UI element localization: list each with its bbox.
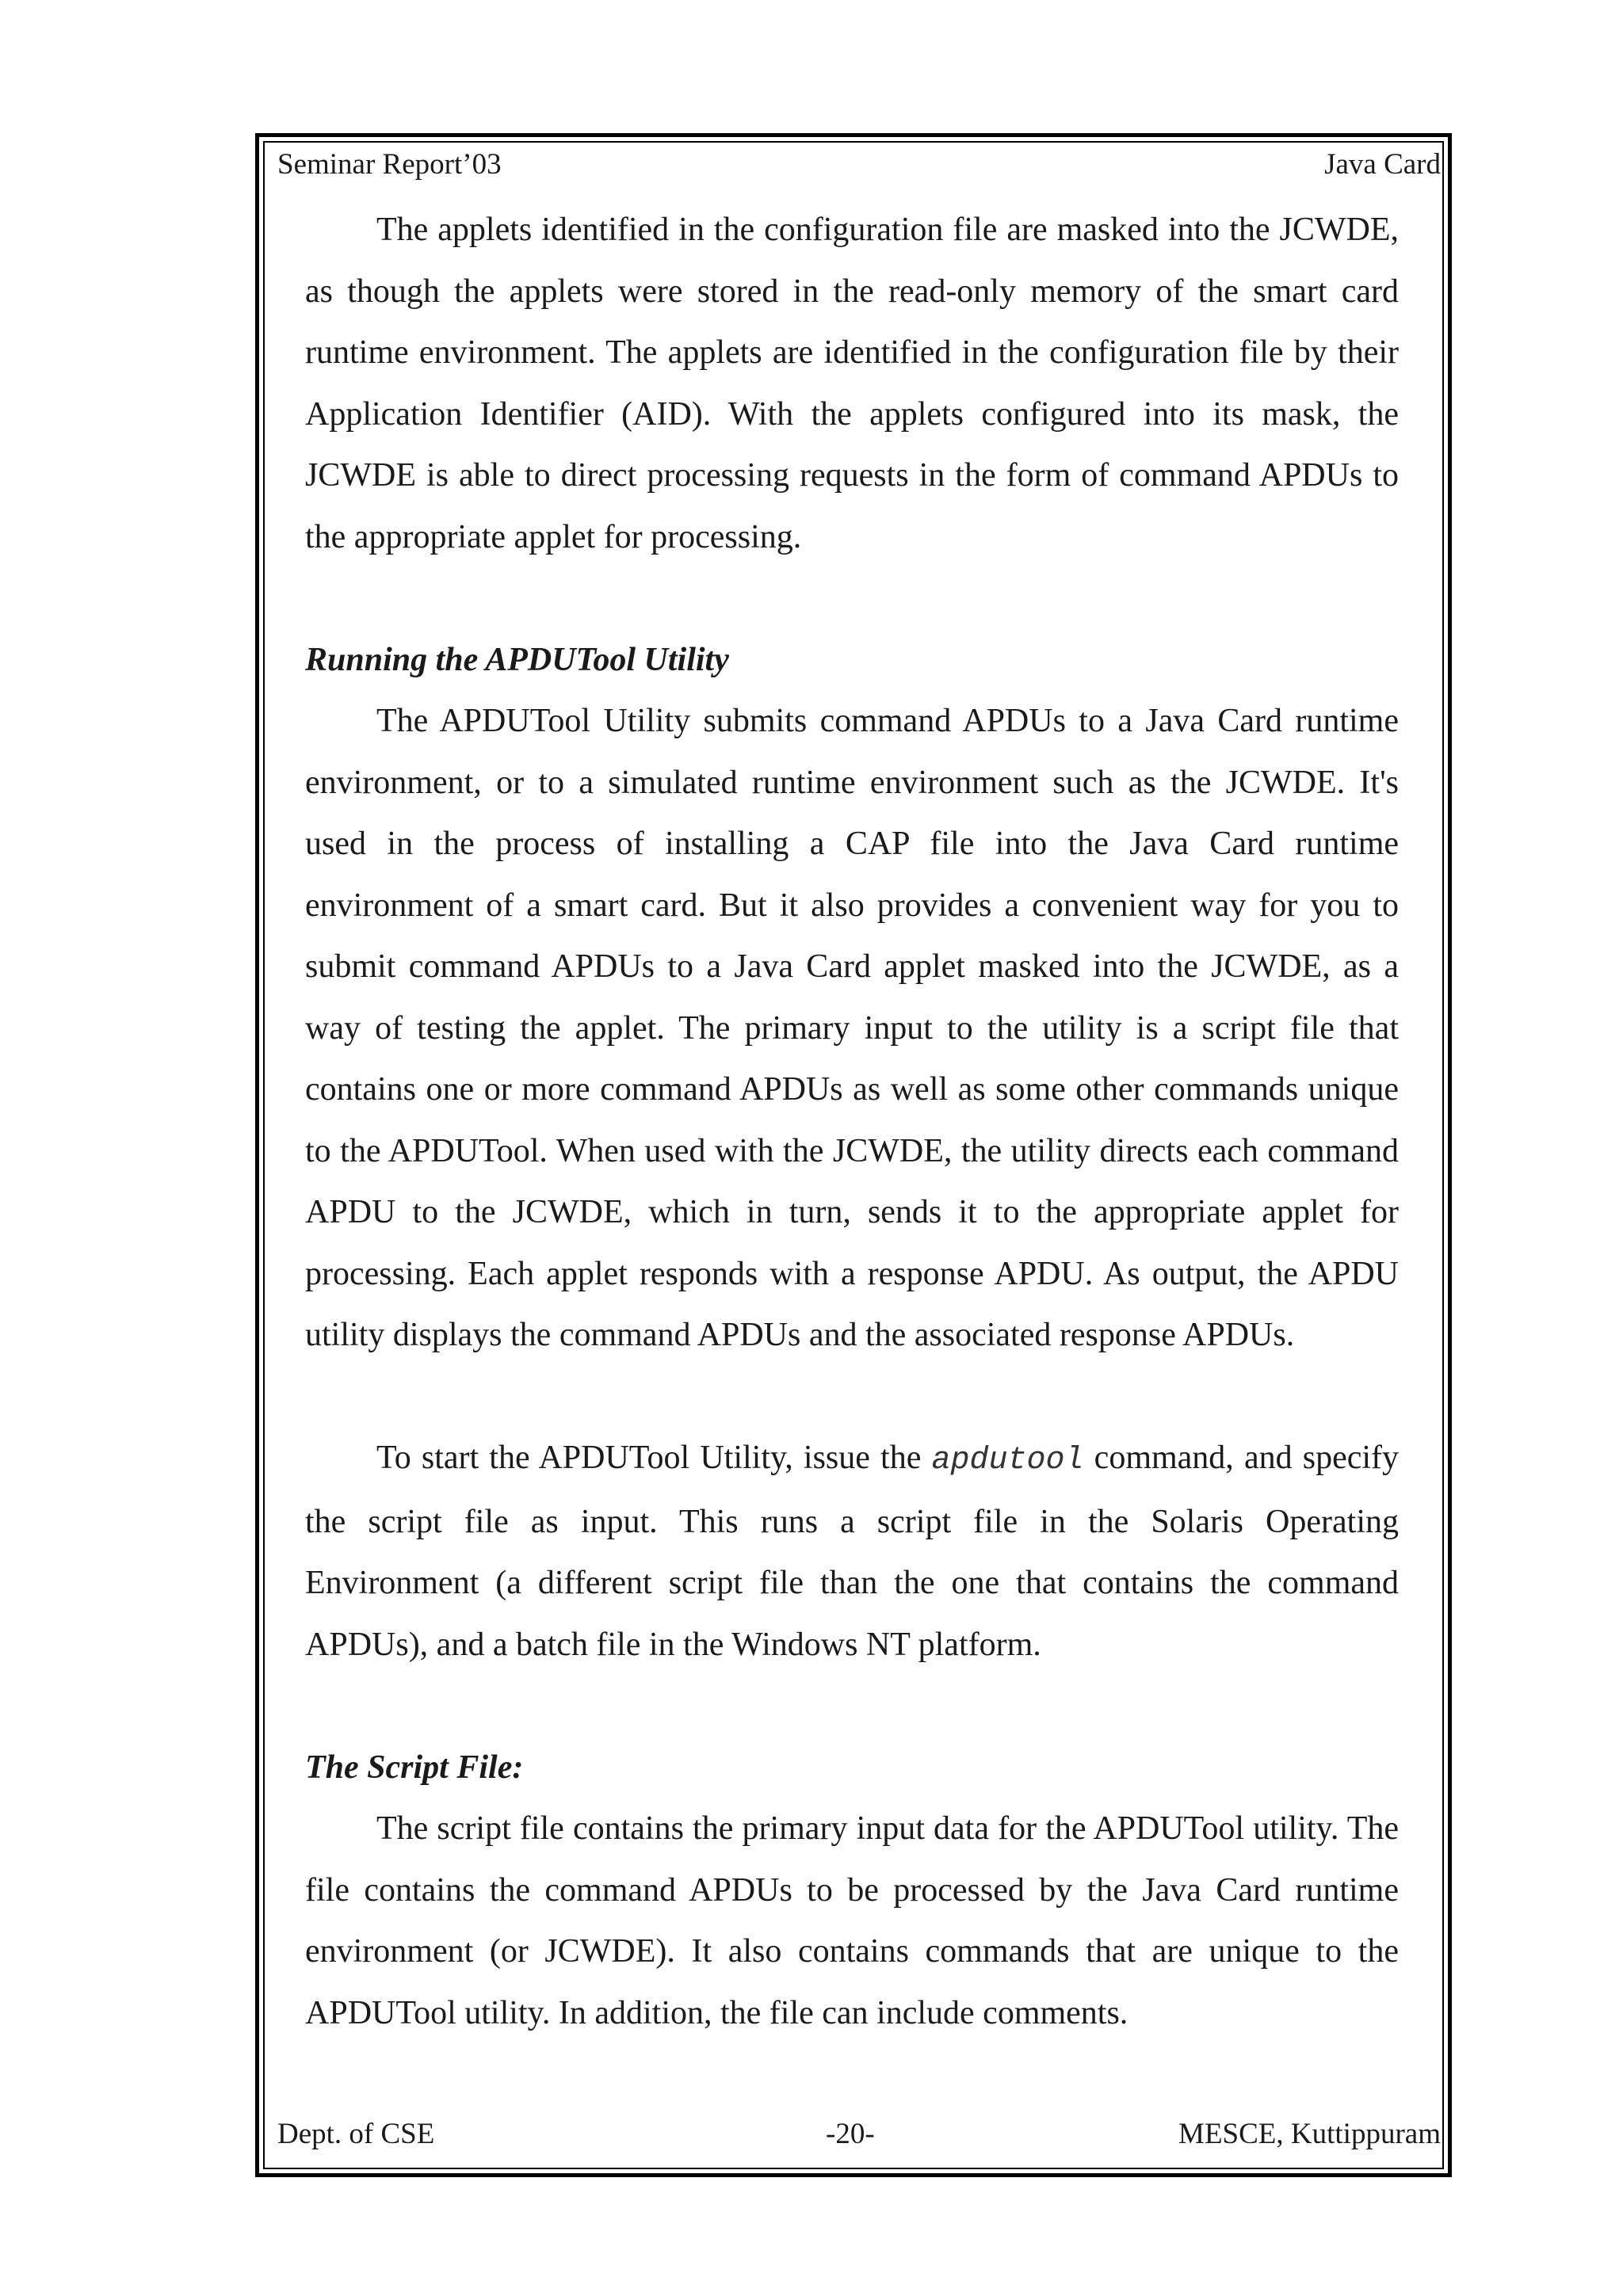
heading-script-file: The Script File: bbox=[305, 1749, 524, 1786]
spacer bbox=[305, 1367, 1399, 1428]
paragraph-apdutool-description: The APDUTool Utility submits command APDUs to a Java Card runtime environment, or to a simulated runtime environment such as the JCWDE. It's used in the process of installing a CAP file into the Java Card runtime environment of a smart card. But it also provides a convenient way for you to submit command APDUs to a Java Card applet masked into the JCWDE, as a way of testing the applet. The primary input to the utility is a script file that contains one or more command APDUs as well as some other commands unique to the APDUTool. When used with the JCWDE, the utility directs each command APDU to the JCWDE, which in turn, sends it to the appropriate applet for processing. Each applet responds with a response APDU. As output, the APDU utility displays the command APDUs and the associated response APDUs. bbox=[305, 703, 1399, 1353]
apdutool-command: apdutool bbox=[931, 1443, 1084, 1478]
footer-page-number: -20- bbox=[826, 2118, 875, 2150]
paragraph-script-file: The script file contains the primary input data for the APDUTool utility. The file contains the command APDUs to be processed by the Java Card runtime environment (or JCWDE). It also contains commands that are unique to the APDUTool utility. In addition, the file can include comments. bbox=[305, 1810, 1399, 2031]
header-report-title: Seminar Report’03 bbox=[277, 148, 502, 181]
paragraph-start-text: To start the APDUTool Utility, issue the bbox=[376, 1440, 932, 1476]
paragraph-start-apdutool bbox=[305, 1428, 1399, 1676]
paragraph-jcwde-mask: The applets identified in the configuration file are masked into the JCWDE, as though the applets were stored in the read-only memory of the smart card runtime environment. The applets are identified in the configuration file by their Application Identifier (AID). With the applets configured into its mask, the JCWDE is able to direct processing requests in the form of command APDUs to the appropriate applet for processing. bbox=[305, 212, 1399, 555]
footer-department: Dept. of CSE bbox=[277, 2118, 435, 2150]
spacer bbox=[305, 1676, 1399, 1737]
footer-institution: MESCE, Kuttippuram bbox=[1178, 2118, 1441, 2150]
heading-running-apdutool: Running the APDUTool Utility bbox=[305, 641, 729, 678]
paragraph-start-text-rest: command, and specify the script file as input. This runs a script file in the Solaris Operating Environment (a different script file than the one that contains the command APDUs), and a batch file in the Windows NT platform. bbox=[305, 1440, 1400, 1663]
header-topic: Java Card bbox=[1324, 148, 1441, 181]
page-content bbox=[305, 200, 1399, 2044]
spacer bbox=[305, 568, 1399, 630]
